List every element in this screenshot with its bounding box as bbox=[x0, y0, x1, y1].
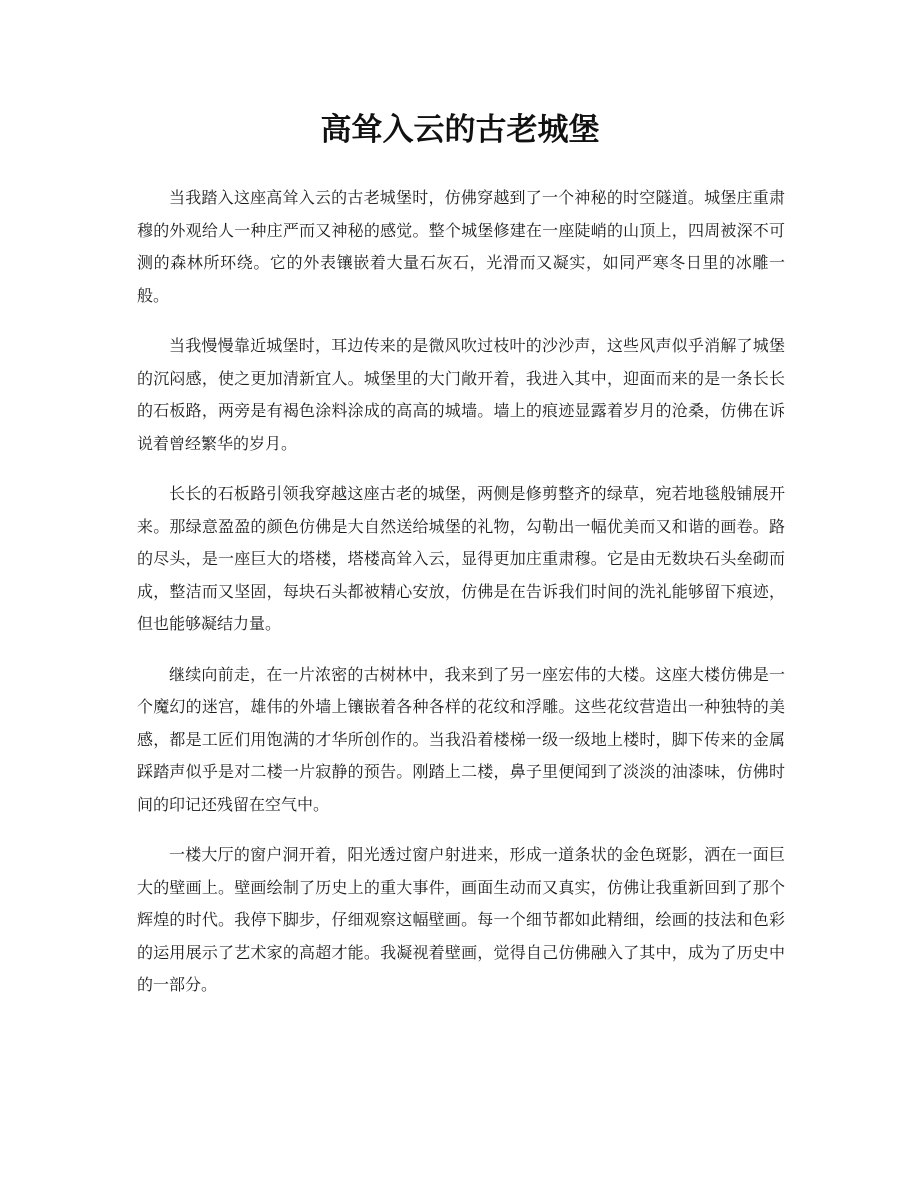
paragraph-2: 当我慢慢靠近城堡时，耳边传来的是微风吹过枝叶的沙沙声，这些风声似乎消解了城堡的沉闷感，使之更加清新宜人。城堡里的大门敞开着，我进入其中，迎面而来的是一条长长的石板路，两旁是有褐色涂料涂成的高高的城墙。墙上的痕迹显露着岁月的沧桑，仿佛在诉说着曾经繁华的岁月。 bbox=[137, 336, 785, 453]
paragraph-1: 当我踏入这座高耸入云的古老城堡时，仿佛穿越到了一个神秘的时空隧道。城堡庄重肃穆的外观给人一种庄严而又神秘的感觉。整个城堡修建在一座陡峭的山顶上，四周被深不可测的森林所环绕。它的外表镶嵌着大量石灰石，光滑而又凝实，如同严寒冬日里的冰雕一般。 bbox=[137, 188, 785, 305]
paragraph-4: 继续向前走，在一片浓密的古树林中，我来到了另一座宏伟的大楼。这座大楼仿佛是一个魔幻的迷宫，雄伟的外墙上镶嵌着各种各样的花纹和浮雕。这些花纹营造出一种独特的美感，都是工匠们用饱满的才华所创作的。当我沿着楼梯一级一级地上楼时，脚下传来的金属踩踏声似乎是对二楼一片寂静的预告。刚踏上二楼，鼻子里便闻到了淡淡的油漆味，仿佛时间的印记还残留在空气中。 bbox=[137, 664, 785, 814]
document-body bbox=[137, 182, 785, 1020]
document-title: 高耸入云的古老城堡 bbox=[320, 112, 600, 148]
paragraph-3: 长长的石板路引领我穿越这座古老的城堡，两侧是修剪整齐的绿草，宛若地毯般铺展开来。那绿意盈盈的颜色仿佛是大自然送给城堡的礼物，勾勒出一幅优美而又和谐的画卷。路的尽头，是一座巨大的塔楼，塔楼高耸入云，显得更加庄重肃穆。它是由无数块石头垒砌而成，整洁而又坚固，每块石头都被精心安放，仿佛是在告诉我们时间的洗礼能够留下痕迹，但也能够凝结力量。 bbox=[137, 484, 785, 633]
paragraph-5: 一楼大厅的窗户洞开着，阳光透过窗户射进来，形成一道条状的金色斑影，洒在一面巨大的壁画上。壁画绘制了历史上的重大事件，画面生动而又真实，仿佛让我重新回到了那个辉煌的时代。我停下脚步，仔细观察这幅壁画。每一个细节都如此精细，绘画的技法和色彩的运用展示了艺术家的高超才能。我凝视着壁画，觉得自己仿佛融入了其中，成为了历史中的一部分。 bbox=[137, 845, 785, 994]
